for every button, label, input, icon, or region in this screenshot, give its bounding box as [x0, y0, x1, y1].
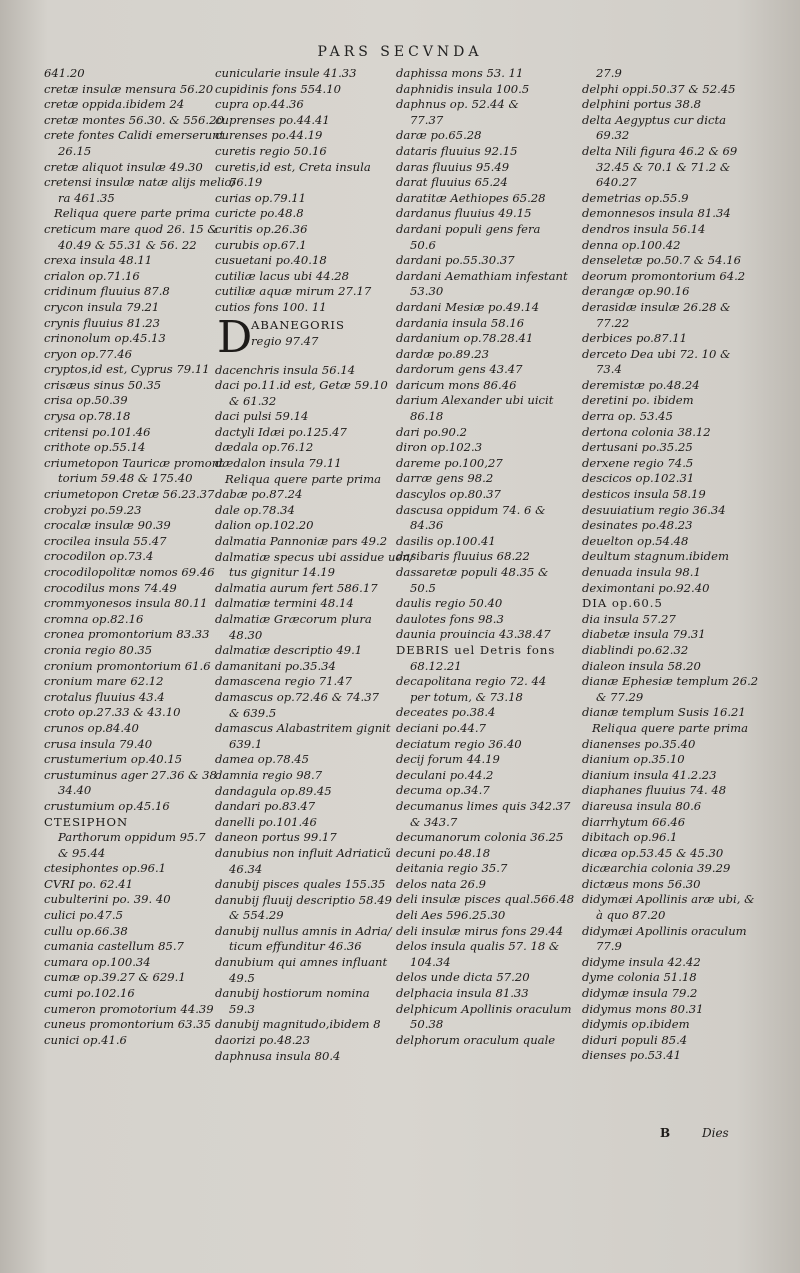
index-entry: cubulterini po. 39. 40 [44, 892, 171, 907]
index-entry: 84.36 [410, 518, 444, 533]
index-entry: deuelton op.54.48 [582, 533, 689, 548]
index-entry: cumara op.100.34 [44, 954, 151, 969]
index-entry: à quo 87.20 [596, 908, 666, 923]
index-entry: daneon portus 99.17 [215, 830, 337, 845]
index-entry: dasilis op.100.41 [396, 533, 496, 548]
index-entry: dardanium op.78.28.41 [396, 331, 534, 346]
index-entry: denna op.100.42 [582, 237, 681, 252]
index-entry: dianium op.35.10 [582, 752, 685, 767]
index-entry: daci pulsi 59.14 [215, 409, 309, 424]
index-entry: deceates po.38.4 [396, 705, 496, 720]
index-entry: derasidæ insulæ 26.28 & [582, 299, 731, 314]
index-entry: deciani po.44.7 [396, 720, 486, 735]
index-entry: 77.9 [596, 939, 622, 954]
index-entry: 641.20 [44, 66, 85, 80]
index-entry: danubij pisces quales 155.35 [215, 877, 386, 892]
index-entry: danelli po.101.46 [215, 814, 317, 829]
index-entry: desticos insula 58.19 [582, 487, 706, 502]
index-entry: cutios fons 100. 11 [215, 299, 327, 314]
index-entry: dalmatiæ Græcorum plura [215, 612, 372, 626]
index-entry: dabæ po.87.24 [215, 487, 303, 502]
index-entry: 73.4 [596, 362, 622, 377]
index-entry: dasibaris fluuius 68.22 [396, 549, 530, 564]
dropcap-heading: ABANEGORIS [251, 317, 345, 332]
index-entry: cromna op.82.16 [44, 611, 144, 626]
index-entry: desinates po.48.23 [582, 518, 693, 533]
index-entry: deli insulæ mirus fons 29.44 [396, 923, 564, 938]
index-entry: daræ po.65.28 [396, 128, 482, 143]
index-entry: dibitach op.96.1 [582, 830, 678, 845]
index-entry: 104.34 [410, 954, 451, 969]
index-entry: descicos op.102.31 [582, 471, 695, 486]
index-entry: deorum promontorium 64.2 [582, 268, 746, 283]
index-entry: decumanus limes quis 342.37 [396, 798, 571, 813]
index-entry: damnia regio 98.7 [215, 767, 323, 782]
index-entry: cunici op.41.6 [44, 1032, 127, 1047]
dropcap-entry [215, 311, 390, 363]
index-entry: dardæ po.89.23 [396, 346, 489, 361]
index-entry: daunia prouincia 43.38.47 [396, 627, 551, 642]
index-entry: danubius non influit Adriaticũ [215, 845, 391, 860]
index-entry: derbices po.87.11 [582, 331, 688, 346]
index-entry: cumæ op.39.27 & 629.1 [44, 970, 186, 985]
index-entry: dendros insula 56.14 [582, 221, 706, 236]
index-entry: cumi po.102.16 [44, 986, 135, 1001]
index-entry: cronia regio 80.35 [44, 642, 153, 657]
index-entry: cusuetani po.40.18 [215, 253, 327, 268]
index-entry: daphissa mons 53. 11 [396, 66, 524, 80]
index-entry: crisa op.50.39 [44, 393, 128, 408]
index-entry: crocodilon op.73.4 [44, 549, 154, 564]
index-entry: & 639.5 [229, 705, 277, 720]
index-entry: 50.5 [410, 580, 436, 595]
index-entry: dicæarchia colonia 39.29 [582, 861, 731, 876]
index-entry: ticum effunditur 46.36 [229, 939, 362, 954]
index-entry: cretæ montes 56.30. & 556.20 [44, 112, 224, 127]
index-entry: delta Nili figura 46.2 & 69 [582, 143, 738, 158]
index-entry: diaphanes fluuius 74. 48 [582, 783, 727, 798]
index-column-4 [582, 66, 762, 1064]
index-entry: dædalon insula 79.11 [215, 456, 342, 471]
index-entry: cretæ oppida.ibidem 24 [44, 97, 185, 112]
index-entry: derxene regio 74.5 [582, 455, 694, 470]
index-entry: didymæi Apollinis oraculum [582, 923, 747, 938]
index-entry: 32.45 & 70.1 & 71.2 & [596, 159, 731, 174]
index-entry: Reliqua quere parte prima [592, 720, 748, 735]
index-entry: per totum, & 73.18 [410, 689, 523, 704]
index-entry: dardani Mesiæ po.49.14 [396, 299, 540, 314]
index-entry: cullu op.66.38 [44, 923, 128, 938]
index-entry: dardanus fluuius 49.15 [396, 206, 532, 221]
index-entry: 40.49 & 55.31 & 56. 22 [58, 237, 197, 252]
index-entry: dictæus mons 56.30 [582, 876, 701, 891]
index-entry: darat fluuius 65.24 [396, 175, 508, 190]
index-entry: cryon op.77.46 [44, 346, 132, 361]
index-entry: daci po.11.id est, Getæ 59.10 [215, 378, 388, 393]
index-entry: dale op.78.34 [215, 502, 295, 517]
index-entry: curetis,id est, Creta insula [215, 159, 371, 174]
index-entry: demetrias op.55.9 [582, 190, 689, 205]
index-entry: 68.12.21 [410, 658, 462, 673]
index-entry: diabetæ insula 79.31 [582, 627, 706, 642]
index-entry: desuuiatium regio 36.34 [582, 502, 726, 517]
index-entry: delphini portus 38.8 [582, 97, 701, 112]
index-entry: denseletæ po.50.7 & 54.16 [582, 253, 741, 268]
index-entry: deitania regio 35.7 [396, 861, 508, 876]
index-entry: dassaretæ populi 48.35 & [396, 565, 549, 579]
index-entry: 50.38 [410, 1017, 444, 1032]
index-entry: croto op.27.33 & 43.10 [44, 705, 181, 720]
index-entry: dianenses po.35.40 [582, 736, 696, 751]
index-entry: didyme insula 42.42 [582, 954, 701, 969]
index-column-3 [396, 66, 578, 1048]
index-entry: crysa op.78.18 [44, 409, 131, 424]
index-entry: decuma op.34.7 [396, 783, 490, 798]
index-entry: crinonolum op.45.13 [44, 331, 166, 346]
index-entry: dia insula 57.27 [582, 611, 676, 626]
index-entry: dalmatia Pannoniæ pars 49.2 [215, 534, 388, 549]
index-entry: curenses po.44.19 [215, 128, 323, 143]
index-entry: dialeon insula 58.20 [582, 658, 701, 673]
index-entry: dædala op.76.12 [215, 440, 314, 455]
index-entry: cumania castellum 85.7 [44, 939, 184, 954]
index-entry: 49.5 [229, 970, 255, 985]
index-entry: dalmatiæ specus ubi assidue uen/ [215, 549, 414, 564]
index-entry: dardania insula 58.16 [396, 315, 525, 330]
index-entry: deculani po.44.2 [396, 767, 494, 782]
index-entry: danubij fluuij descriptio 58.49 [215, 892, 392, 907]
index-entry: decapolitana regio 72. 44 [396, 674, 547, 689]
index-entry: daphnus op. 52.44 & [396, 97, 519, 112]
index-entry: dertusani po.35.25 [582, 440, 693, 455]
index-entry: cutiliæ aquæ mirum 27.17 [215, 284, 372, 299]
index-entry: daphnusa insula 80.4 [215, 1048, 341, 1063]
index-entry: dactyli Idæi po.125.47 [215, 424, 347, 439]
index-entry: delta Aegyptus cur dicta [582, 112, 727, 127]
index-entry: didymæ insula 79.2 [582, 986, 698, 1001]
index-entry: cronium promontorium 61.6 [44, 658, 211, 673]
index-entry: Reliqua quere parte prima [225, 471, 381, 486]
index-entry: dacenchris insula 56.14 [215, 362, 356, 377]
index-entry: & 554.29 [229, 908, 284, 923]
index-entry: 640.27 [596, 175, 637, 190]
index-entry: dardani populi gens fera [396, 221, 541, 236]
index-entry: CTESIPHON [44, 814, 129, 829]
index-entry: didymis op.ibidem [582, 1017, 690, 1032]
signature-mark: B [660, 1126, 671, 1140]
index-entry: delos insula qualis 57. 18 & [396, 939, 560, 954]
index-entry: decumanorum colonia 36.25 [396, 830, 564, 845]
index-entry: crithote op.55.14 [44, 440, 146, 455]
index-entry: crete fontes Calidi emerserunt [44, 128, 225, 143]
index-entry: damea op.78.45 [215, 752, 310, 767]
index-entry: culici po.47.5 [44, 908, 123, 923]
index-entry: danubij hostiorum nomina [215, 986, 370, 1001]
index-entry: crocodilopolitæ nomos 69.46 [44, 565, 215, 579]
index-entry: daulotes fons 98.3 [396, 611, 504, 626]
dropcap-letter: D [217, 311, 253, 363]
index-entry: DIA op.60.5 [582, 596, 663, 611]
index-entry: delphi oppi.50.37 & 52.45 [582, 81, 736, 96]
index-entry: delos nata 26.9 [396, 876, 487, 891]
index-entry: crustumium op.45.16 [44, 798, 170, 813]
index-entry: cronium mare 62.12 [44, 674, 164, 689]
index-entry: daricum mons 86.46 [396, 377, 517, 392]
index-entry: derra op. 53.45 [582, 409, 673, 424]
index-entry: cuneus promontorium 63.35 [44, 1017, 211, 1032]
index-entry: crynis fluuius 81.23 [44, 315, 161, 330]
index-entry: dalmatiæ termini 48.14 [215, 596, 354, 611]
index-entry: ra 461.35 [58, 190, 115, 205]
index-column-1 [44, 66, 236, 1048]
index-entry: crotalus fluuius 43.4 [44, 689, 165, 704]
index-entry: denuada insula 98.1 [582, 565, 701, 579]
index-entry: diron op.102.3 [396, 440, 483, 455]
index-entry: didymæi Apollinis aræ ubi, & [582, 892, 755, 907]
index-entry: 26.15 [58, 143, 92, 158]
index-entry: dyme colonia 51.18 [582, 970, 697, 985]
index-entry: 50.6 [410, 237, 436, 252]
index-entry: dandari po.83.47 [215, 799, 316, 814]
index-entry: & 61.32 [229, 393, 277, 408]
index-entry: Parthorum oppidum 95.7 [58, 830, 206, 845]
index-entry: crexa insula 48.11 [44, 253, 153, 268]
index-entry: 77.22 [596, 315, 630, 330]
index-entry: curitis op.26.36 [215, 221, 308, 236]
index-entry: cumeron promotorium 44.39 [44, 1001, 214, 1016]
index-entry: & 343.7 [410, 814, 458, 829]
index-entry: 86.18 [410, 409, 444, 424]
index-entry: damascus op.72.46 & 74.37 [215, 689, 379, 704]
index-entry: crunos op.84.40 [44, 720, 139, 735]
index-entry: dertona colonia 38.12 [582, 424, 711, 439]
index-entry: crocalæ insulæ 90.39 [44, 518, 171, 533]
index-entry: cuprenses po.44.41 [215, 112, 330, 127]
index-entry: daras fluuius 95.49 [396, 159, 510, 174]
index-entry: 77.37 [410, 112, 444, 127]
index-entry: criumetopon Cretæ 56.23.37 [44, 487, 215, 502]
index-entry: dandagula op.89.45 [215, 783, 332, 798]
index-entry: cutiliæ lacus ubi 44.28 [215, 268, 350, 283]
index-entry: dascusa oppidum 74. 6 & [396, 502, 546, 517]
catchword: Dies [701, 1126, 729, 1140]
index-entry: 53.30 [410, 284, 444, 299]
index-entry: 48.30 [229, 627, 263, 642]
index-entry: dareme po.100,27 [396, 455, 503, 470]
index-entry: danubium qui amnes influant [215, 955, 388, 970]
index-entry: cridinum fluuius 87.8 [44, 284, 170, 299]
index-entry: critensi po.101.46 [44, 424, 151, 439]
index-entry: 59.3 [229, 1001, 255, 1016]
index-entry: dardani po.55.30.37 [396, 253, 515, 268]
index-entry: curubis op.67.1 [215, 237, 307, 252]
index-entry: damanitani po.35.34 [215, 658, 336, 673]
index-entry: dienses po.53.41 [582, 1048, 681, 1063]
index-entry: cretæ insulæ mensura 56.20 [44, 81, 214, 96]
index-entry: 56.19 [229, 175, 263, 190]
index-entry: deultum stagnum.ibidem [582, 549, 729, 564]
index-entry: didymus mons 80.31 [582, 1001, 704, 1016]
index-entry: dalmatiæ descriptio 49.1 [215, 643, 363, 658]
index-entry: cupidinis fons 554.10 [215, 81, 341, 96]
index-entry: crocodilus mons 74.49 [44, 580, 177, 595]
index-entry: demonnesos insula 81.34 [582, 206, 731, 221]
index-entry: CVRI po. 62.41 [44, 876, 133, 891]
index-entry: deretini po. ibidem [582, 393, 694, 408]
index-entry: dataris fluuius 92.15 [396, 143, 518, 158]
index-entry: dascylos op.80.37 [396, 487, 501, 502]
index-entry: crialon op.71.16 [44, 268, 140, 283]
index-entry: Reliqua quere parte prima [54, 206, 210, 221]
index-entry: curicte po.48.8 [215, 206, 304, 221]
index-entry: delphicum Apollinis oraculum [396, 1001, 572, 1016]
index-entry: 27.9 [596, 66, 622, 80]
index-entry: crusa insula 79.40 [44, 736, 153, 751]
index-entry: dalion op.102.20 [215, 518, 314, 533]
index-entry: deciatum regio 36.40 [396, 736, 522, 751]
index-entry: criumetopon Tauricæ promont [44, 455, 224, 470]
index-entry: crocilea insula 55.47 [44, 533, 167, 548]
index-entry: decij forum 44.19 [396, 752, 500, 767]
index-entry: curetis regio 50.16 [215, 143, 327, 158]
index-entry: crobyzi po.59.23 [44, 502, 142, 517]
index-entry: dari po.90.2 [396, 424, 467, 439]
index-entry: daorizi po.48.23 [215, 1033, 311, 1048]
index-entry: 69.32 [596, 128, 630, 143]
index-entry: crustuminus ager 27.36 & 38 [44, 767, 217, 782]
index-entry: 639.1 [229, 736, 263, 751]
index-entry: cryptos,id est, Cyprus 79.11 [44, 362, 210, 377]
index-entry: delos unde dicta 57.20 [396, 970, 530, 985]
index-entry: deximontani po.92.40 [582, 580, 710, 595]
index-entry: 46.34 [229, 861, 263, 876]
index-entry: dianium insula 41.2.23 [582, 767, 717, 782]
dropcap-heading-line2: regio 97.47 [251, 333, 319, 348]
index-entry: DEBRIS uel Detris fons [396, 642, 556, 657]
index-entry: deli insulæ pisces qual.566.48 [396, 892, 575, 907]
index-entry: cretæ aliquot insulæ 49.30 [44, 159, 203, 174]
index-entry: daratitæ Aethiopes 65.28 [396, 190, 546, 205]
index-entry: ctesiphontes op.96.1 [44, 861, 167, 876]
index-entry: dicæa op.53.45 & 45.30 [582, 845, 724, 860]
index-entry: curias op.79.11 [215, 190, 307, 205]
index-entry: darium Alexander ubi uicit [396, 393, 554, 408]
index-entry: deremistæ po.48.24 [582, 377, 700, 392]
page-footer [660, 1126, 770, 1140]
index-entry: decuni po.48.18 [396, 845, 491, 860]
index-entry: dardani Aemathiam infestant [396, 268, 568, 283]
index-entry: dianæ Ephesiæ templum 26.2 [582, 674, 759, 689]
index-entry: torium 59.48 & 175.40 [58, 471, 193, 486]
index-entry: crisæus sinus 50.35 [44, 377, 162, 392]
index-entry: diarrhytum 66.46 [582, 814, 686, 829]
index-entry: dardorum gens 43.47 [396, 362, 523, 377]
index-entry: crustumerium op.40.15 [44, 752, 183, 767]
index-entry: daulis regio 50.40 [396, 596, 503, 611]
index-entry: crommyonesos insula 80.11 [44, 596, 208, 611]
index-entry: dalmatia aurum fert 586.17 [215, 580, 378, 595]
index-entry: danubij magnitudo,ibidem 8 [215, 1017, 381, 1032]
index-entry: cronea promontorium 83.33 [44, 627, 210, 642]
index-entry: tus gignitur 14.19 [229, 565, 336, 580]
index-entry: deli Aes 596.25.30 [396, 908, 506, 923]
index-entry: daphnidis insula 100.5 [396, 81, 530, 96]
index-entry: diablindi po.62.32 [582, 642, 689, 657]
running-header: PARS SECVNDA [317, 44, 483, 60]
index-entry: delphorum oraculum quale [396, 1032, 556, 1047]
index-entry: cretensi insulæ natæ alijs melio/ [44, 175, 236, 190]
index-entry: diareusa insula 80.6 [582, 798, 702, 813]
index-entry: crycon insula 79.21 [44, 299, 160, 314]
index-entry: cunicularie insule 41.33 [215, 66, 357, 80]
index-entry: damascena regio 71.47 [215, 674, 352, 689]
index-entry: danubij nullus amnis in Adria/ [215, 923, 392, 938]
index-entry: creticum mare quod 26. 15 & [44, 221, 218, 236]
index-entry: diduri populi 85.4 [582, 1032, 688, 1047]
index-entry: derangæ op.90.16 [582, 284, 690, 299]
index-entry: damascus Alabastritem gignit [215, 721, 391, 736]
index-entry: dianæ templum Susis 16.21 [582, 705, 746, 720]
index-entry: & 77.29 [596, 689, 644, 704]
index-entry: darræ gens 98.2 [396, 471, 494, 486]
index-entry: cupra op.44.36 [215, 97, 304, 112]
index-column-2 [215, 66, 414, 1064]
index-entry: & 95.44 [58, 845, 106, 860]
index-entry: 34.40 [58, 783, 92, 798]
index-entry: derceto Dea ubi 72. 10 & [582, 346, 731, 361]
index-entry: delphacia insula 81.33 [396, 986, 529, 1001]
